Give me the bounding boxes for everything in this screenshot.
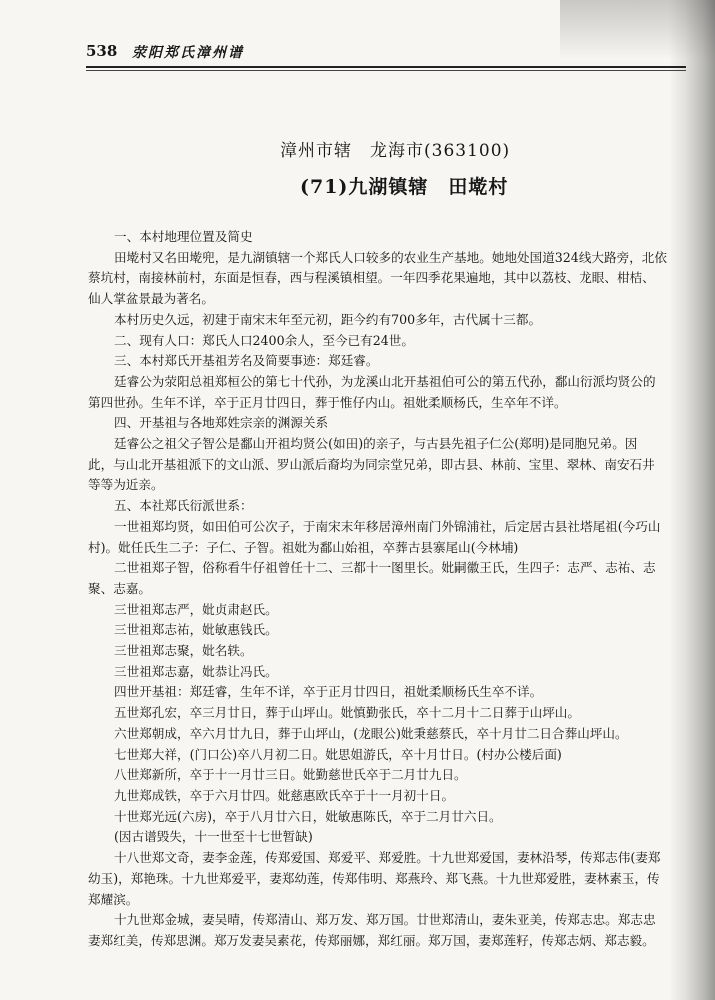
- text-line: 三世祖郑志祐，妣敏惠钱氏。: [114, 622, 278, 638]
- region-line: 漳州市辖 龙海市(363100): [280, 141, 511, 161]
- text-line: 仙人掌盆景最为著名。: [88, 291, 214, 307]
- text-line: 五世郑孔宏，卒三月廿日，葬于山坪山。妣慎勤张氏，卒十二月十二日葬于山坪山。: [114, 705, 580, 721]
- text-line: 等等为近亲。: [88, 477, 164, 493]
- text-line: 六世郑朝成，卒六月廿九日，葬于山坪山，(龙眼公)妣秉慈蔡氏，卒十月廿二日合葬山坪山。: [114, 725, 628, 741]
- text-line: 十九世郑金城，妻吴晴，传郑清山、郑万发、郑万国。廿世郑清山，妻朱亚美，传郑志忠。郑志忠: [114, 912, 656, 928]
- text-line: 郑耀滨。: [88, 891, 139, 907]
- text-line: 幼玉)，郑艳珠。十九世郑爱平，妻郑幼莲，传郑伟明、郑燕玲、郑飞燕。十九世郑爱胜，妻林素玉，传: [88, 870, 660, 886]
- text-line: 廷睿公之祖父子智公是鄱山开祖均贤公(如田)的亲子，与古县先祖子仁公(郑明)是同胞兄弟。因: [114, 436, 638, 452]
- book-title: 荥阳郑氏漳州谱: [132, 45, 244, 61]
- text-line: 二世祖郑子智，俗称看牛仔祖曾任十二、三都十一图里长。妣嗣徽王氏，生四子：志严、志祐、志: [114, 560, 656, 576]
- section-heading: 一、本村地理位置及简史: [114, 229, 253, 244]
- text-line: 十八世郑文奇，妻李金莲，传郑爱国、郑爱平、郑爱胜。十九世郑爱国，妻林沿琴，传郑志伟(妻郑: [114, 850, 661, 866]
- text-line: 九世郑成铁，卒于六月廿四。妣慈惠欧氏卒于十一月初十日。: [114, 787, 455, 803]
- text-line: 七世郑大祥，(门口公)卒八月初二日。妣思姐游氏，卒十月廿日。(村办公楼后面): [114, 746, 562, 762]
- header-rule-thin: [86, 70, 686, 71]
- text-line: 五、本社郑氏衍派世系：: [114, 498, 253, 514]
- text-line: 本村历史久远，初建于南宋末年至元初，距今约有700多年，古代属十三都。: [114, 311, 542, 327]
- text-line: 此，与山北开基祖派下的文山派、罗山派后裔均为同宗堂兄弟，即古县、林前、宝里、翠林、南安石井: [88, 456, 655, 472]
- text-line: 三世祖郑志聚，妣名轶。: [114, 643, 253, 659]
- text-line: 村)。妣任氏生二子：子仁、子智。祖妣为鄱山始祖，卒葬古县寨尾山(今林埔): [88, 539, 519, 555]
- text-line: 一世祖郑均贤，如田伯可公次子，于南宋末年移居漳州南门外锦浦社，后定居古县社塔尾祖(今巧山: [114, 518, 661, 534]
- text-line: 第四世孙。生年不详，卒于正月廿四日，葬于惟仔内山。祖妣柔顺杨氏，生卒年不详。: [88, 394, 567, 410]
- text-line: 三世祖郑志嘉，妣恭让冯氏。: [114, 663, 278, 679]
- text-line: 三世祖郑志严，妣贞肃赵氏。: [114, 601, 278, 617]
- village-title: (71)九湖镇辖 田墘村: [300, 176, 509, 198]
- text-line: 妻郑红美，传郑思渊。郑万发妻吴素花，传郑丽娜，郑红丽。郑万国，妻郑莲籽，传郑志炳、郑志毅。: [88, 932, 655, 948]
- text-line: 聚、志嘉。: [88, 580, 151, 596]
- text-line: 八世郑新所，卒于十一月廿三日。妣勤慈世氏卒于二月廿九日。: [114, 767, 467, 783]
- text-line: (因古谱毁失，十一世至十七世暂缺): [114, 829, 313, 845]
- text-line: 田墘村又名田墘兜，是九湖镇辖一个郑氏人口较多的农业生产基地。她地处国道324线大路旁，北依: [114, 249, 667, 265]
- text-line: 三、本村郑氏开基祖芳名及简要事迹：郑廷睿。: [114, 353, 379, 369]
- body-text: [88, 227, 684, 952]
- page-number: 538: [86, 42, 118, 60]
- text-line: 廷睿公为荥阳总祖郑桓公的第七十代孙，为龙溪山北开基祖伯可公的第五代孙，鄱山衍派均贤公的: [114, 373, 656, 389]
- text-line: 二、现有人口：郑氏人口2400余人，至今已有24世。: [114, 332, 414, 348]
- text-line: 四世开基祖：郑廷睿，生年不详，卒于正月廿四日，祖妣柔顺杨氏生卒不详。: [114, 684, 543, 700]
- text-line: 四、开基祖与各地郑姓宗亲的渊源关系: [114, 415, 329, 431]
- header-rule: [86, 66, 686, 68]
- text-line: 十世郑光远(六房)，卒于八月廿六日，妣敏惠陈氏，卒于二月廿六日。: [114, 808, 502, 824]
- text-line: 蔡坑村，南接林前村，东面是恒春，西与程溪镇相望。一年四季花果遍地，其中以荔枝、龙眼、柑桔、: [88, 270, 655, 286]
